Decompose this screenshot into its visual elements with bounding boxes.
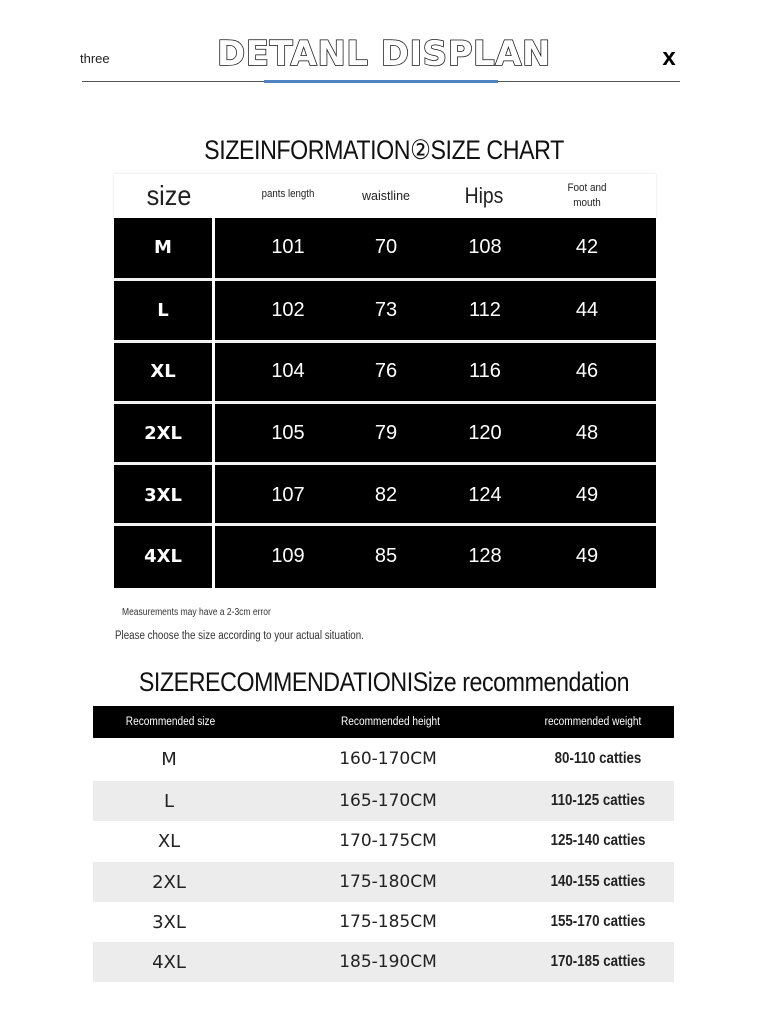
pants-length-cell: 104 xyxy=(271,360,305,382)
col-header-waistline: waistline xyxy=(362,189,410,203)
row-divider xyxy=(114,523,656,526)
hips-cell: 116 xyxy=(469,360,501,382)
table-row xyxy=(93,739,674,779)
table-row xyxy=(93,781,674,821)
recommended-size-cell: 3XL xyxy=(152,911,186,933)
measurement-error-note: Measurements may have a 2-3cm error xyxy=(122,607,271,618)
col-header-recommended-size: Recommended size xyxy=(125,716,216,728)
waistline-cell: 70 xyxy=(374,236,398,258)
foot-mouth-cell: 44 xyxy=(575,299,599,321)
pants-length-cell: 101 xyxy=(271,236,305,258)
recommended-size-cell: 2XL xyxy=(152,871,186,893)
header-left-label: three xyxy=(80,51,110,66)
recommended-size-cell: M xyxy=(161,748,177,770)
recommended-size-cell: 4XL xyxy=(152,951,186,973)
col-header-foot-mouth: Foot and mouth xyxy=(567,182,607,209)
size-chart-body xyxy=(114,218,656,588)
size-cell: M xyxy=(154,237,172,258)
table-row xyxy=(93,902,674,942)
hips-cell: 112 xyxy=(469,299,501,321)
col-header-recommended-weight: recommended weight xyxy=(544,716,642,728)
col-header-recommended-height: Recommended height xyxy=(340,716,440,728)
header-accent-underline xyxy=(264,80,498,83)
recommendation-title: SIZERECOMMENDATIONISize recommendation xyxy=(138,667,630,697)
table-row xyxy=(114,218,656,277)
size-cell: 3XL xyxy=(144,485,182,506)
pants-length-cell: 107 xyxy=(271,484,305,506)
col-header-hips: Hips xyxy=(464,183,504,208)
recommended-height-cell: 170-175CM xyxy=(339,831,437,851)
hips-cell: 108 xyxy=(468,236,502,258)
page-header xyxy=(0,0,768,90)
recommended-height-cell: 185-190CM xyxy=(339,952,437,972)
recommendation-table xyxy=(93,706,674,982)
table-row xyxy=(114,466,656,525)
size-chart-table xyxy=(114,174,656,588)
recommended-weight-cell: 140-155 catties xyxy=(550,873,646,890)
recommended-weight-cell: 110-125 catties xyxy=(550,792,646,809)
waistline-cell: 82 xyxy=(374,484,398,506)
table-row xyxy=(114,342,656,401)
recommendation-header-row xyxy=(93,706,674,738)
foot-mouth-cell: 49 xyxy=(575,545,599,567)
size-choice-note: Please choose the size according to your actual situation. xyxy=(115,630,364,642)
recommended-height-cell: 160-170CM xyxy=(339,749,437,769)
recommended-size-cell: XL xyxy=(157,830,181,852)
recommended-height-cell: 175-185CM xyxy=(339,912,437,932)
brand-title: DETANL DISPLAN xyxy=(217,34,551,74)
foot-mouth-cell: 49 xyxy=(575,484,599,506)
recommended-weight-cell: 155-170 catties xyxy=(550,913,646,930)
recommended-weight-cell: 125-140 catties xyxy=(550,832,646,849)
hips-cell: 124 xyxy=(468,484,502,506)
hips-cell: 120 xyxy=(468,422,502,444)
recommended-height-cell: 165-170CM xyxy=(339,791,437,811)
column-divider xyxy=(212,218,215,588)
waistline-cell: 79 xyxy=(374,422,398,444)
hips-cell: 128 xyxy=(468,545,502,567)
recommended-weight-cell: 170-185 catties xyxy=(550,953,646,970)
pants-length-cell: 109 xyxy=(271,545,305,567)
waistline-cell: 73 xyxy=(374,299,398,321)
waistline-cell: 85 xyxy=(374,545,398,567)
waistline-cell: 76 xyxy=(374,360,398,382)
table-row xyxy=(114,281,656,340)
row-divider xyxy=(114,462,656,465)
size-cell: L xyxy=(157,300,169,321)
size-cell: XL xyxy=(150,361,176,382)
col-header-size: size xyxy=(146,180,192,211)
col-header-pants-length: pants length xyxy=(261,188,315,200)
pants-length-cell: 102 xyxy=(271,299,305,321)
table-row xyxy=(114,404,656,463)
recommended-height-cell: 175-180CM xyxy=(339,872,437,892)
foot-mouth-cell: 46 xyxy=(575,360,599,382)
foot-mouth-cell: 42 xyxy=(575,236,599,258)
recommended-size-cell: L xyxy=(163,790,175,812)
table-row xyxy=(93,862,674,902)
size-chart-title: SIZEINFORMATION②SIZE CHART xyxy=(204,135,564,165)
foot-mouth-cell: 48 xyxy=(575,422,599,444)
table-row xyxy=(93,942,674,982)
size-chart-header-row xyxy=(114,174,656,218)
pants-length-cell: 105 xyxy=(271,422,305,444)
table-row xyxy=(114,527,656,586)
size-cell: 4XL xyxy=(144,546,182,567)
close-icon[interactable]: x xyxy=(662,44,676,71)
size-cell: 2XL xyxy=(144,423,182,444)
recommended-weight-cell: 80-110 catties xyxy=(554,750,642,767)
table-row xyxy=(93,821,674,861)
